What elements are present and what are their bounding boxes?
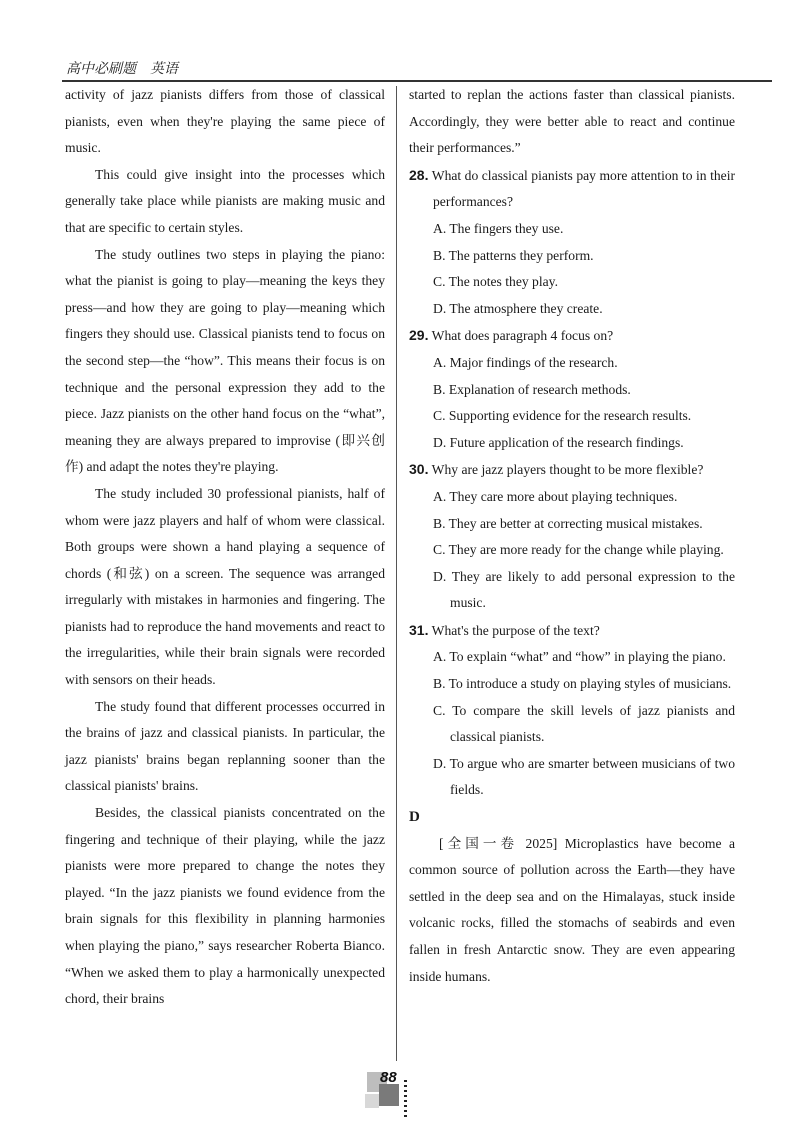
answer-option: B. Explanation of research methods. xyxy=(433,381,631,397)
passage-paragraph: [全国一卷 2025] Microplastics have become a common source of pollution across the Earth—they have settled in the deep sea and on the Himalayas, stuck inside volcanic rocks, filled the stomachs of seabirds and even fallen in fresh Antarctic snow. They are even appearing inside humans. xyxy=(409,835,735,984)
passage-paragraph: The study outlines two steps in playing the piano: what the pianist is going to play—meaning the keys they press—and how they are going to play—meaning which fingers they should use. Classical pianists tend to focus on the second step—the “how”. This means their focus is on technique and the personal expression they add to the piece. Jazz pianists on the other hand focus on the “what”, meaning they are always prepared to improvise (即兴创作) and adapt the notes they're playing. xyxy=(65,246,385,475)
section-heading: D xyxy=(409,809,420,826)
right-column xyxy=(409,82,735,990)
running-header: 高中必刷题 英语 xyxy=(66,61,178,77)
question-31 xyxy=(409,617,735,804)
answer-option: A. To explain “what” and “how” in playing the piano. xyxy=(433,649,726,665)
question-text: What do classical pianists pay more attention to in their performances? xyxy=(431,167,736,210)
question-text: What does paragraph 4 focus on? xyxy=(431,328,614,344)
page-number: 88 xyxy=(380,1069,397,1086)
answer-option: B. They are better at correcting musical mistakes. xyxy=(433,515,703,531)
passage-paragraph: activity of jazz pianists differs from those of classical pianists, even when they're playing the same piece of music. xyxy=(65,87,385,156)
question-29 xyxy=(409,322,735,456)
question-text: Why are jazz players thought to be more flexible? xyxy=(431,462,704,478)
answer-option: C. To compare the skill levels of jazz pianists and classical pianists. xyxy=(433,702,735,745)
question-text: What's the purpose of the text? xyxy=(431,622,600,638)
answer-option: A. The fingers they use. xyxy=(433,220,564,236)
question-28 xyxy=(409,162,735,323)
answer-option: D. Future application of the research findings. xyxy=(433,434,684,450)
answer-option: C. The notes they play. xyxy=(433,274,558,290)
answer-option: D. They are likely to add personal expression to the music. xyxy=(433,568,735,611)
passage-paragraph: The study found that different processes occurred in the brains of jazz and classical pianists. In particular, the jazz pianists' brains began replanning sooner than the classical pianists' brains. xyxy=(65,698,385,794)
question-number: 28. xyxy=(409,166,429,183)
left-column xyxy=(65,82,385,1013)
answer-option: A. They care more about playing techniques. xyxy=(433,488,678,504)
passage-continuation: started to replan the actions faster than classical pianists. Accordingly, they were better able to react and continue their performances.” xyxy=(409,87,735,156)
column-divider xyxy=(396,86,397,1061)
passage-paragraph: The study included 30 professional pianists, half of whom were jazz players and half of whom were classical. Both groups were shown a hand playing a sequence of chords (和弦) on a screen. The sequence was arranged irregularly with mistakes in harmonies and fingering. The pianists had to reproduce the hand movements and react to the irregularities, while their brain signals were recorded with sensors on their heads. xyxy=(65,485,385,688)
answer-option: C. Supporting evidence for the research results. xyxy=(433,408,692,424)
question-30 xyxy=(409,456,735,617)
answer-option: D. To argue who are smarter between musicians of two fields. xyxy=(433,755,735,798)
answer-option: D. The atmosphere they create. xyxy=(433,300,603,316)
answer-option: B. To introduce a study on playing styles of musicians. xyxy=(433,676,732,692)
passage-paragraph: Besides, the classical pianists concentrated on the fingering and technique of their playing, while the jazz pianists were more prepared to change the notes they played. “In the jazz pianists we found evidence from the brain signals for this flexibility in planning harmonies when playing the piano,” says researcher Roberta Bianco. “When we asked them to play a harmonically unexpected chord, their brains xyxy=(65,805,385,1007)
question-number: 29. xyxy=(409,327,429,344)
answer-option: B. The patterns they perform. xyxy=(433,247,594,263)
footer-dots xyxy=(404,1080,407,1120)
question-number: 31. xyxy=(409,621,429,638)
question-number: 30. xyxy=(409,461,429,478)
answer-option: C. They are more ready for the change while playing. xyxy=(433,542,724,558)
answer-option: A. Major findings of the research. xyxy=(433,354,618,370)
passage-paragraph: This could give insight into the processes which generally take place while pianists are making music and that are specific to certain styles. xyxy=(65,166,385,235)
